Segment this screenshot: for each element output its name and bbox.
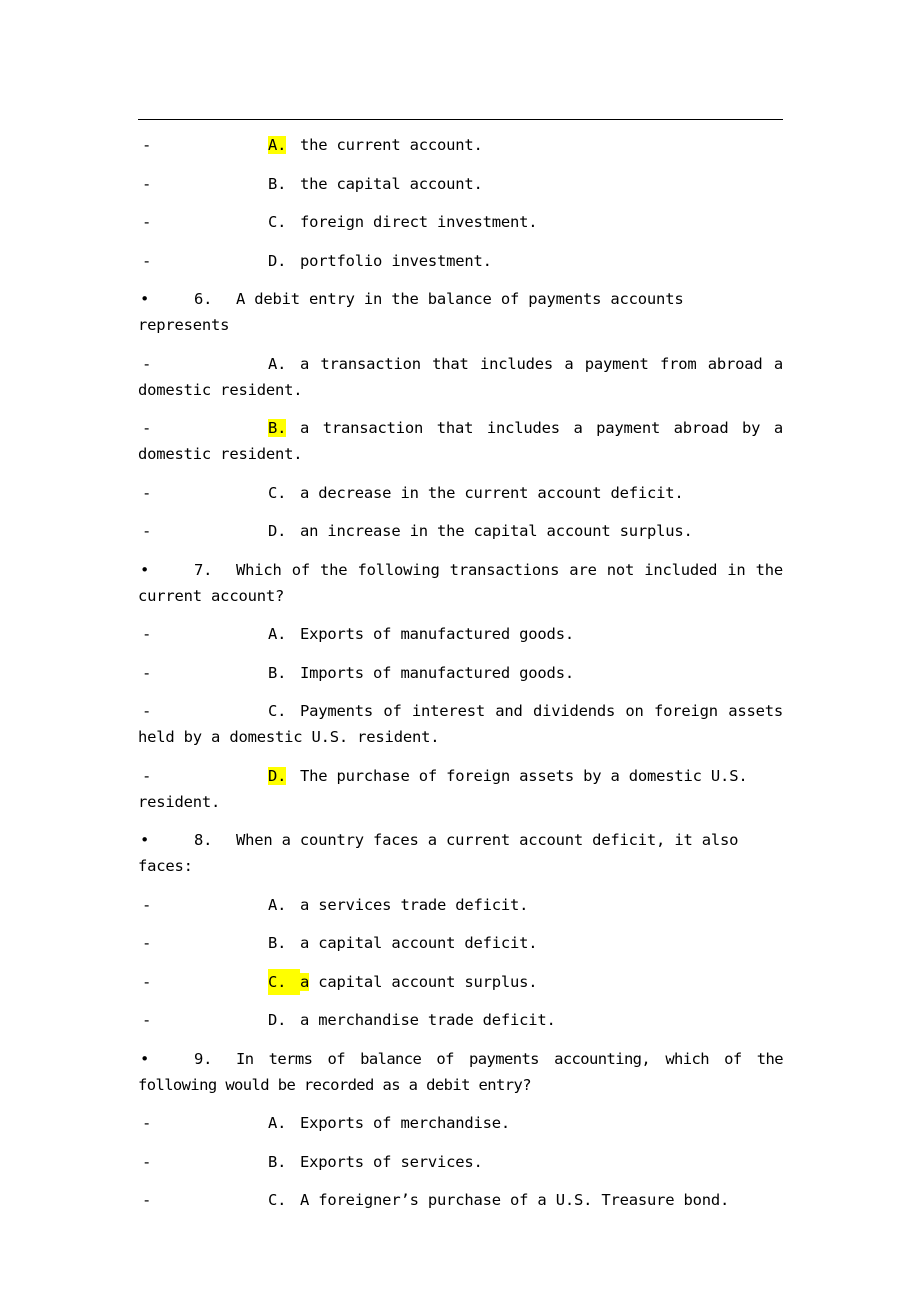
- option-letter-answer: C.: [268, 969, 300, 995]
- q8-option-c: [138, 969, 783, 995]
- bullet-icon: •: [140, 560, 150, 579]
- q8-option-a: [138, 892, 783, 918]
- question-number: 6.: [194, 290, 213, 308]
- option-text-highlight: a: [300, 972, 310, 991]
- question-text: Which of the following transactions are not included in the current account?: [138, 560, 783, 605]
- option-text: a merchandise trade deficit.: [300, 1011, 556, 1029]
- option-text: A foreigner’s purchase of a U.S. Treasure bond.: [300, 1191, 730, 1209]
- option-text: the capital account.: [300, 174, 483, 193]
- option-letter: D.: [268, 522, 287, 540]
- option-letter-answer: A.: [268, 136, 287, 154]
- option-text: a capital account deficit.: [300, 934, 538, 952]
- option-dash: -: [142, 766, 152, 785]
- q8-stem: [138, 827, 783, 879]
- q9-option-a: [138, 1110, 783, 1136]
- q6-option-d: [138, 518, 783, 544]
- header-rule: [138, 119, 783, 120]
- option-letter: A.: [268, 354, 287, 373]
- option-dash: -: [142, 1011, 152, 1029]
- option-text: a services trade deficit.: [300, 895, 529, 914]
- question-number: 8.: [194, 831, 213, 849]
- option-letter-answer: B.: [268, 419, 287, 437]
- option-dash: -: [142, 972, 152, 991]
- option-dash: -: [142, 702, 152, 720]
- option-text: Exports of manufactured goods.: [300, 625, 574, 643]
- q9-option-c: [138, 1187, 783, 1213]
- option-letter: D.: [268, 1011, 287, 1029]
- q8-option-d: [138, 1007, 783, 1033]
- option-letter-answer: D.: [268, 766, 287, 785]
- option-letter: C.: [268, 483, 287, 502]
- q7-option-c: [138, 698, 783, 750]
- option-dash: -: [142, 213, 152, 231]
- option-dash: -: [142, 934, 152, 952]
- option-dash: -: [142, 174, 152, 193]
- option-letter: B.: [268, 934, 287, 952]
- quiz-document: [138, 132, 783, 1226]
- question-text: A debit entry in the balance of payments accounts represents: [138, 290, 684, 334]
- option-dash: -: [142, 136, 152, 154]
- option-dash: -: [142, 1152, 152, 1171]
- option-text: Payments of interest and dividends on foreign assets held by a domestic U.S. resident.: [138, 702, 783, 746]
- question-text: When a country faces a current account deficit, it also faces:: [138, 831, 739, 875]
- option-dash: -: [142, 522, 152, 540]
- option-dash: -: [142, 663, 152, 682]
- option-letter: B.: [268, 1152, 287, 1171]
- q8-option-b: [138, 930, 783, 956]
- q5-option-d: [138, 248, 783, 274]
- q7-option-a: [138, 621, 783, 647]
- question-number: 7.: [194, 560, 213, 579]
- option-letter: D.: [268, 251, 287, 270]
- q9-option-b: [138, 1149, 783, 1175]
- q7-stem: [138, 557, 783, 609]
- option-text: the current account.: [300, 136, 483, 154]
- option-text: an increase in the capital account surplus.: [300, 522, 693, 540]
- option-text: Imports of manufactured goods.: [300, 663, 574, 682]
- option-letter: A.: [268, 1114, 287, 1132]
- q5-option-c: [138, 209, 783, 235]
- q6-option-b: [138, 415, 783, 467]
- option-letter: B.: [268, 174, 287, 193]
- option-text: capital account surplus.: [309, 972, 538, 991]
- bullet-icon: •: [140, 831, 150, 849]
- question-number: 9.: [194, 1049, 213, 1068]
- question-text: In terms of balance of payments accounting, which of the following would be recorded as a debit entry?: [138, 1049, 783, 1094]
- option-text: Exports of merchandise.: [300, 1114, 511, 1132]
- q7-option-d: [138, 763, 783, 815]
- option-dash: -: [142, 1114, 152, 1132]
- option-dash: -: [142, 895, 152, 914]
- option-text: The purchase of foreign assets by a domestic U.S. resident.: [138, 766, 748, 811]
- q6-option-a: [138, 351, 783, 403]
- option-dash: -: [142, 419, 152, 437]
- option-letter: B.: [268, 663, 287, 682]
- option-letter: C.: [268, 213, 287, 231]
- q7-option-b: [138, 660, 783, 686]
- option-text: a decrease in the current account deficit.: [300, 483, 684, 502]
- option-text: a transaction that includes a payment abroad by a domestic resident.: [138, 419, 783, 463]
- option-dash: -: [142, 354, 152, 373]
- q9-stem: [138, 1046, 783, 1098]
- option-dash: -: [142, 251, 152, 270]
- option-text: Exports of services.: [300, 1152, 483, 1171]
- option-letter: C.: [268, 1191, 287, 1209]
- q6-option-c: [138, 480, 783, 506]
- bullet-icon: •: [140, 290, 150, 308]
- option-dash: -: [142, 483, 152, 502]
- q6-stem: [138, 286, 783, 338]
- option-text: foreign direct investment.: [300, 213, 538, 231]
- option-text: a transaction that includes a payment from abroad a domestic resident.: [138, 354, 783, 399]
- option-dash: -: [142, 625, 152, 643]
- option-text: portfolio investment.: [300, 251, 492, 270]
- option-dash: -: [142, 1191, 152, 1209]
- option-letter: C.: [268, 702, 287, 720]
- bullet-icon: •: [140, 1049, 150, 1068]
- q5-option-a: [138, 132, 783, 158]
- option-letter: A.: [268, 895, 287, 914]
- q5-option-b: [138, 171, 783, 197]
- option-letter: A.: [268, 625, 287, 643]
